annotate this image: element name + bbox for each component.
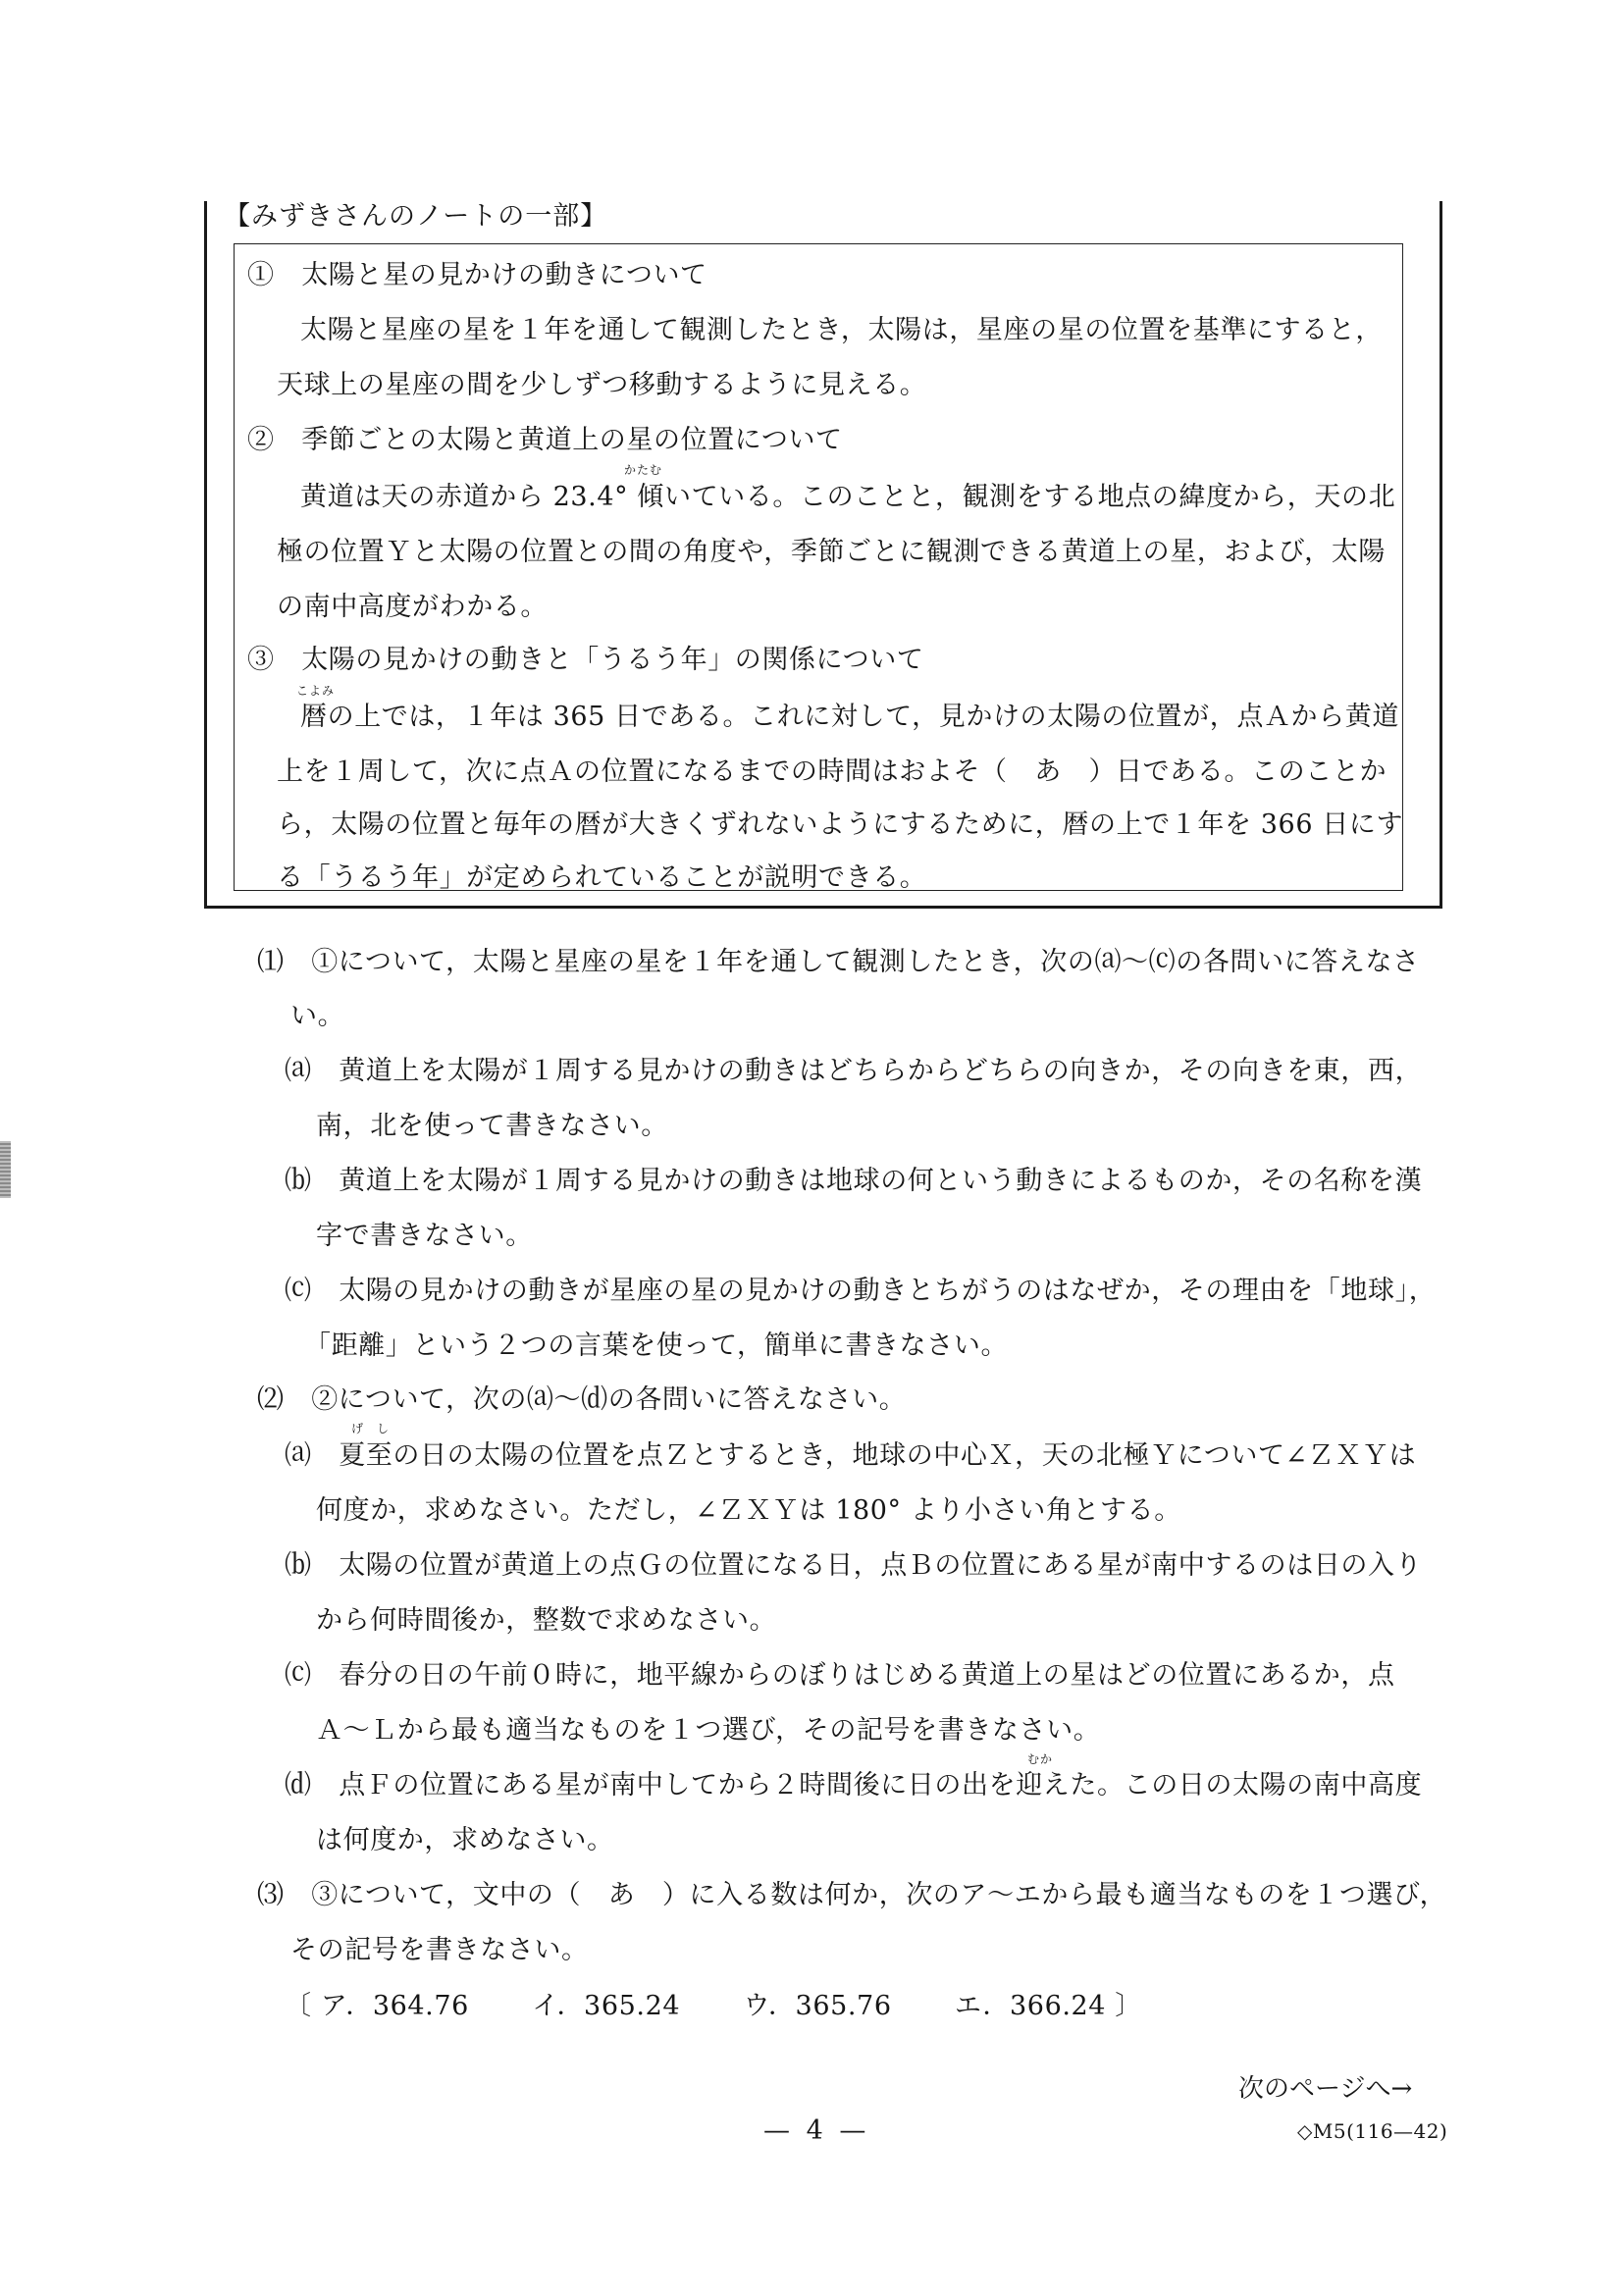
- question-3-line-1: ⑶ ③について，文中の（ あ ）に入る数は何か，次のア～エから最も適当なものを１つ選び，: [257, 1880, 1447, 1910]
- note-section-3-line-4: る「うるう年」が定められていることが説明できる。: [277, 862, 927, 893]
- ruby-geshi: げ し: [351, 1422, 391, 1435]
- question-2-line-1: ⑵ ②について，次の⒜～⒟の各問いに答えなさい。: [257, 1384, 907, 1415]
- note-section-2-heading: ② 季節ごとの太陽と黄道上の星の位置について: [247, 425, 843, 455]
- ruby-koyomi: こよみ: [296, 684, 336, 698]
- question-2b-line-1: ⒝ 太陽の位置が黄道上の点Ｇの位置になる日，点Ｂの位置にある星が南中するのは日の入り: [285, 1550, 1423, 1581]
- question-2d-line-2: は何度か，求めなさい。: [316, 1825, 614, 1855]
- question-2a-line-2: 何度か，求めなさい。ただし，∠ＺＸＹは 180° より小さい角とする。: [316, 1495, 1181, 1526]
- note-section-2-line-2: 極の位置Ｙと太陽の位置との間の角度や，季節ごとに観測できる黄道上の星，および，太陽: [277, 537, 1386, 567]
- note-section-1-line-2: 天球上の星座の間を少しずつ移動するように見える。: [277, 370, 927, 400]
- next-page-indicator: 次のページへ→: [1238, 2074, 1413, 2104]
- question-1c-line-2: 「距離」という２つの言葉を使って，簡単に書きなさい。: [304, 1331, 1009, 1361]
- note-section-3-heading: ③ 太陽の見かけの動きと「うるう年」の関係について: [247, 645, 924, 675]
- question-2a-line-1: ⒜ 夏至の日の太陽の位置を点Ｚとするとき，地球の中心Ｘ，天の北極Ｙについて∠ＺＸＹは: [285, 1440, 1417, 1471]
- note-section-2-line-1: 黄道は天の赤道から 23.4° 傾いている。このことと，観測をする地点の緯度から，天の北: [300, 482, 1396, 512]
- question-1a-line-2: 南，北を使って書きなさい。: [316, 1111, 668, 1141]
- question-1a-line-1: ⒜ 黄道上を太陽が１周する見かけの動きはどちらからどちらの向きか，その向きを東，西，: [285, 1056, 1423, 1086]
- question-2c-line-1: ⒞ 春分の日の午前０時に，地平線からのぼりはじめる黄道上の星はどの位置にあるか，点: [285, 1660, 1395, 1691]
- question-2d-line-1: ⒟ 点Ｆの位置にある星が南中してから２時間後に日の出を迎えた。この日の太陽の南中高度: [285, 1770, 1423, 1800]
- question-1-line-1: ⑴ ①について，太陽と星座の星を１年を通して観測したとき，次の⒜～⒞の各問いに答えなさ: [257, 947, 1420, 977]
- note-section-3-line-2: 上を１周して，次に点Ａの位置になるまでの時間はおよそ（ あ ）日である。このことか: [277, 757, 1387, 787]
- note-title: 【みずきさんのノートの一部】: [224, 194, 611, 233]
- question-3-line-2: その記号を書きなさい。: [290, 1935, 589, 1965]
- question-2b-line-2: から何時間後か，整数で求めなさい。: [316, 1605, 777, 1636]
- page-number: — 4 —: [763, 2115, 870, 2146]
- question-1c-line-1: ⒞ 太陽の見かけの動きが星座の星の見かけの動きとちがうのはなぜか，その理由を「地球」，: [285, 1276, 1437, 1306]
- binding-mark: [0, 1141, 11, 1198]
- exam-code: ◇M5(116—42): [1297, 2119, 1448, 2143]
- ruby-katamu: かたむ: [624, 463, 663, 477]
- question-3-choices: 〔 ア．364.76 イ．365.24 ウ．365.76 エ．366.24 〕: [285, 1991, 1142, 2021]
- question-2c-line-2: Ａ～Ｌから最も適当なものを１つ選び，その記号を書きなさい。: [316, 1715, 1101, 1746]
- ruby-muka: むか: [1027, 1752, 1054, 1766]
- question-1b-line-1: ⒝ 黄道上を太陽が１周する見かけの動きは地球の何という動きによるものか，その名称を漢: [285, 1166, 1423, 1196]
- question-1b-line-2: 字で書きなさい。: [316, 1221, 533, 1251]
- note-section-2-line-3: の南中高度がわかる。: [277, 592, 548, 622]
- note-section-3-line-3: ら，太陽の位置と毎年の暦が大きくずれないようにするために，暦の上で１年を 366 日にす: [277, 809, 1404, 840]
- note-section-1-heading: ① 太陽と星の見かけの動きについて: [247, 260, 707, 290]
- question-1-line-2: い。: [290, 1001, 345, 1031]
- note-section-3-line-1: 暦の上では，１年は 365 日である。これに対して，見かけの太陽の位置が，点Ａから黄道: [300, 702, 1399, 732]
- note-section-1-line-1: 太陽と星座の星を１年を通して観測したとき，太陽は，星座の星の位置を基準にすると，: [300, 315, 1383, 345]
